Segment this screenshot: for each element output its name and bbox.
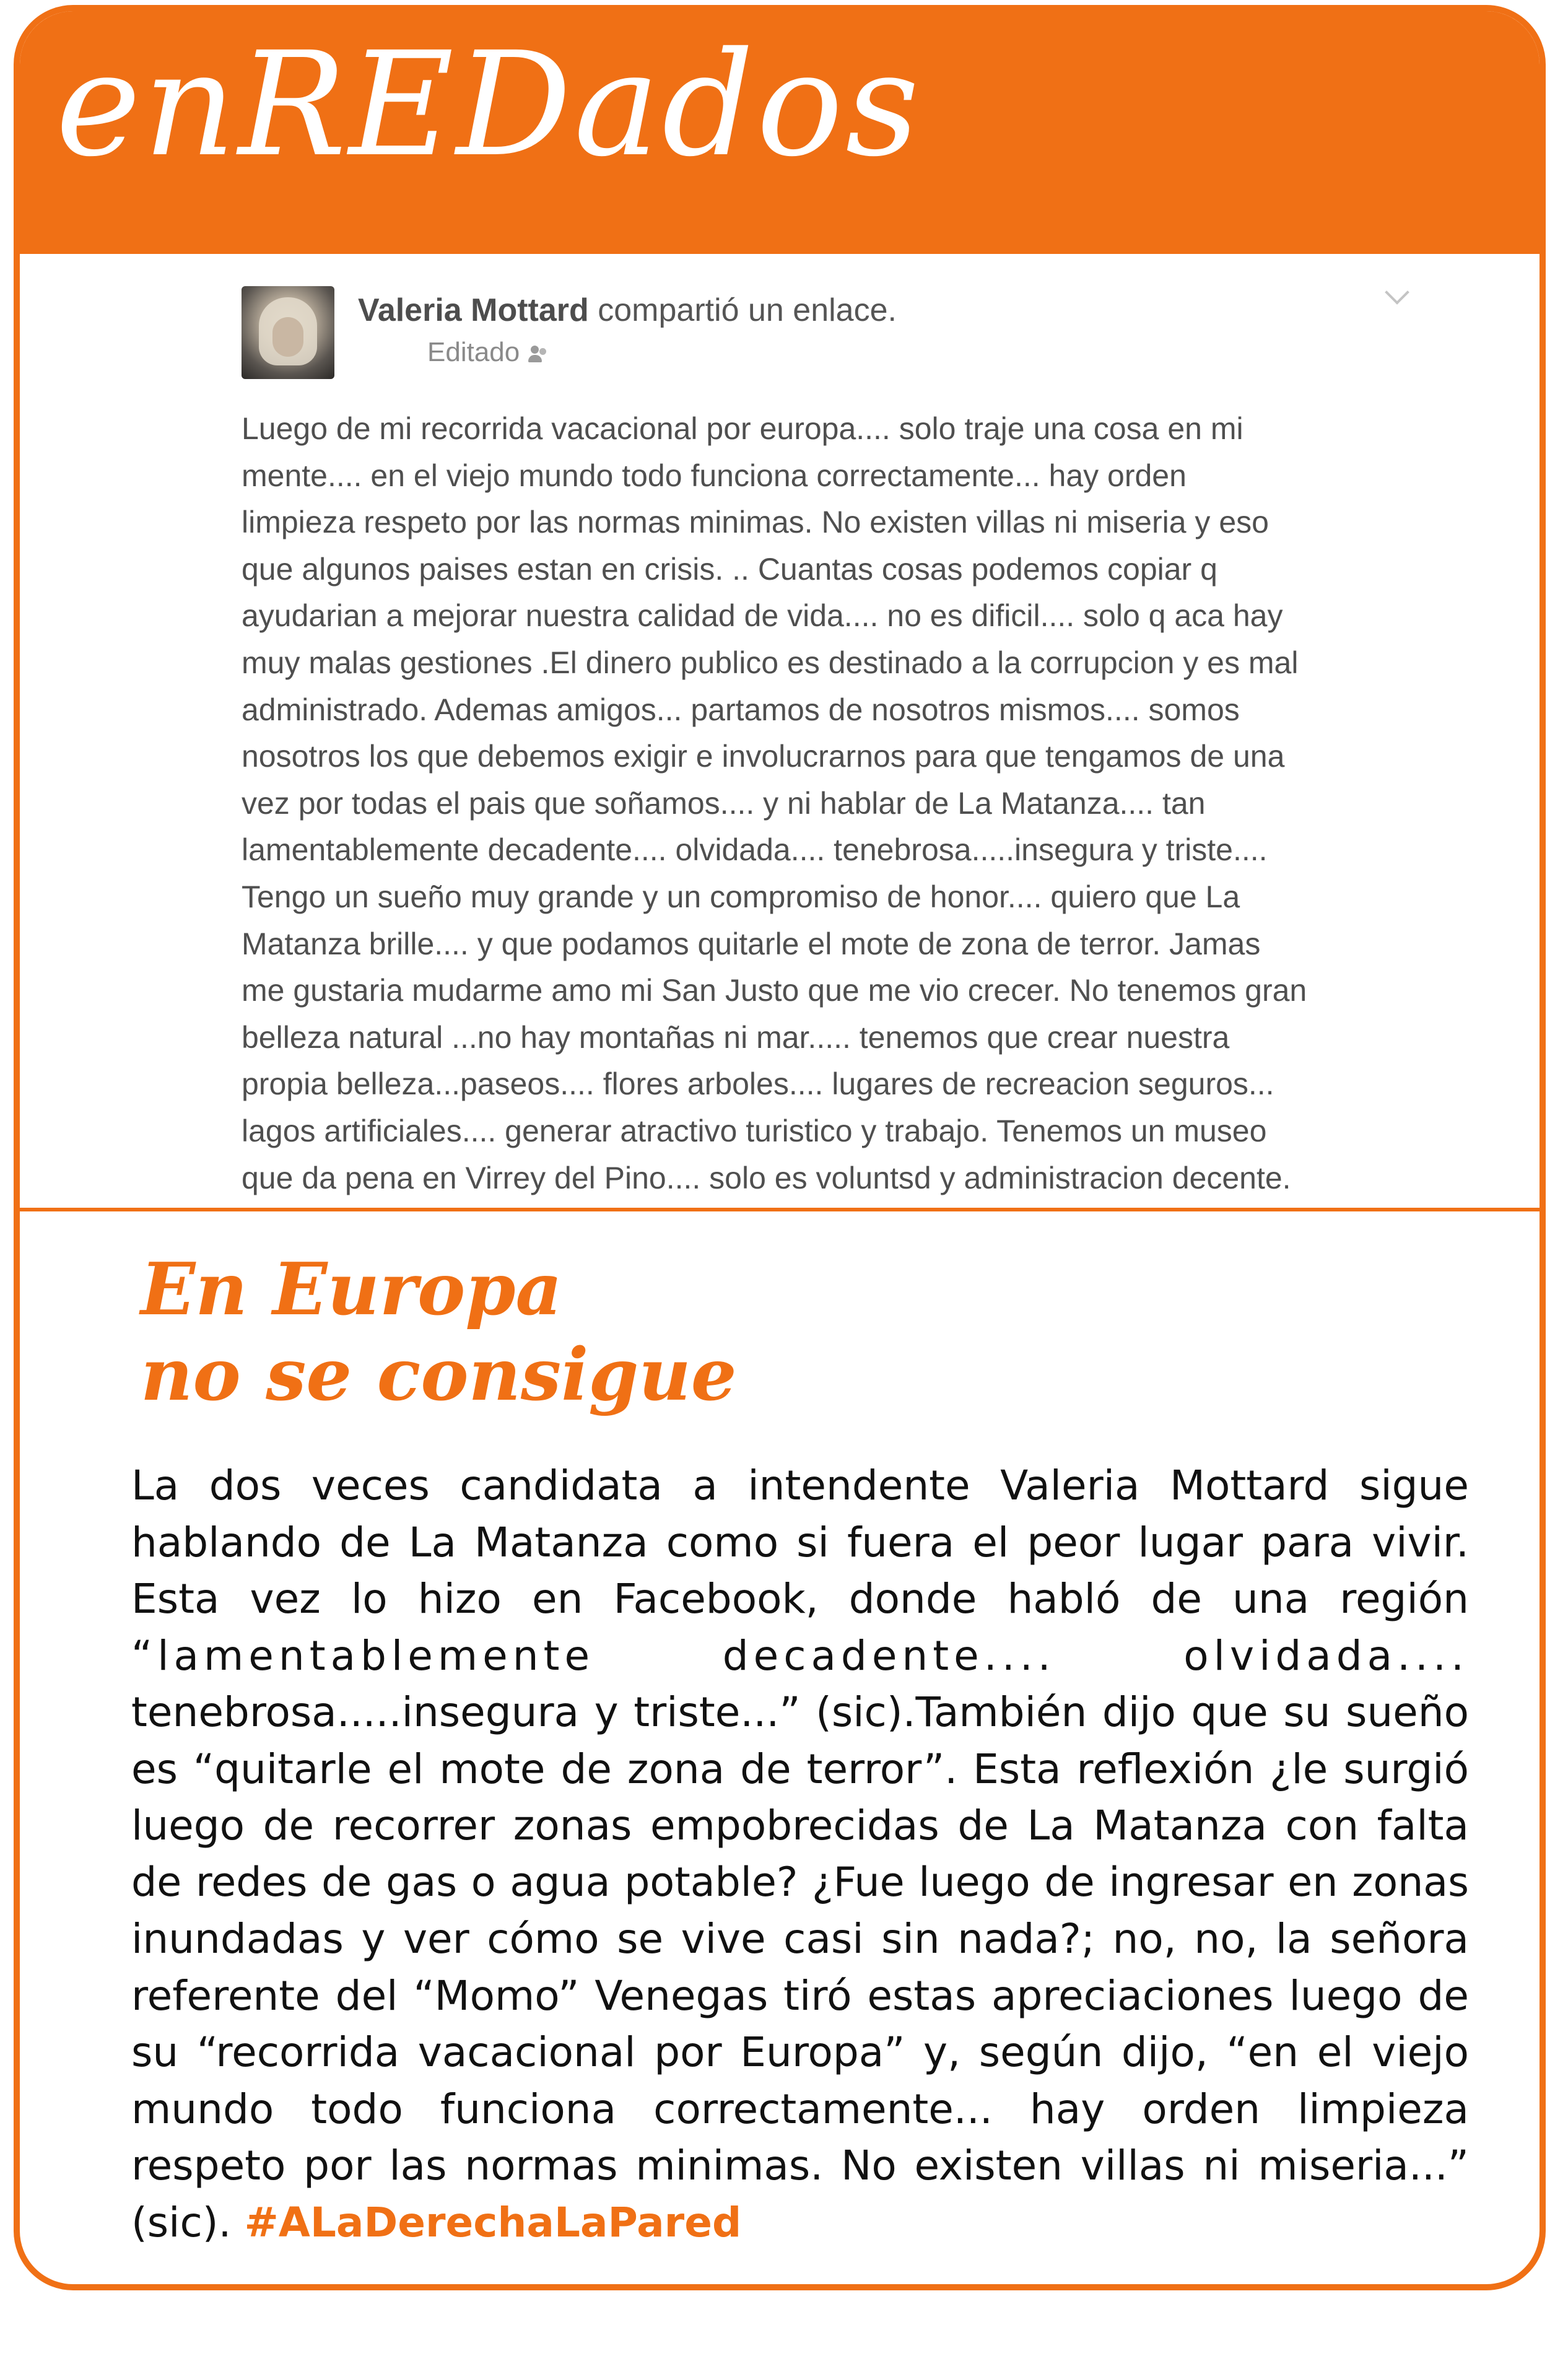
- post-line: limpieza respeto por las normas minimas. No existen villas ni miseria y eso: [242, 505, 1269, 540]
- article-line: La dos veces candidata a intendente Valeria Mottard sigue: [131, 1462, 1469, 1509]
- section-divider: [20, 1208, 1540, 1211]
- post-line: lamentablemente decadente.... olvidada.... tenebrosa.....insegura y triste....: [242, 832, 1268, 868]
- article-line: mundo todo funciona correctamente... hay orden limpieza: [131, 2085, 1469, 2133]
- chevron-down-icon: [1385, 280, 1409, 305]
- post-edited-label: Editado: [427, 337, 520, 367]
- article-line: referente del “Momo” Venegas tiró estas apreciaciones luego de: [131, 1971, 1469, 2020]
- post-line: mente.... en el viejo mundo todo funciona correctamente... hay orden: [242, 458, 1187, 493]
- audience-friends-icon: [528, 344, 549, 363]
- post-line: Tengo un sueño muy grande y un compromiso de honor.... quiero que La: [242, 879, 1240, 914]
- post-author-name: Valeria Mottard: [358, 292, 589, 328]
- article-line: tenebrosa.....insegura y triste...” (sic).También dijo que su sueño: [131, 1688, 1469, 1736]
- avatar: [242, 286, 334, 379]
- headline-line: En Europa: [141, 1247, 562, 1332]
- article-line: su “recorrida vacacional por Europa” y, según dijo, “en el viejo: [131, 2028, 1469, 2076]
- article-line: “lamentablemente decadente.... olvidada....: [131, 1631, 1469, 1680]
- post-edited-line: [427, 334, 549, 370]
- article-body: [131, 1457, 1469, 2251]
- post-line: lagos artificiales.... generar atractivo turistico y trabajo. Tenemos un museo: [242, 1113, 1267, 1148]
- headline-line: no se consigue: [141, 1333, 737, 1417]
- post-author-line: [358, 290, 897, 331]
- article-headline: [141, 1247, 737, 1418]
- post-line: vez por todas el pais que soñamos.... y ni hablar de La Matanza.... tan: [242, 785, 1206, 821]
- article-line: hablando de La Matanza como si fuera el peor lugar para vivir.: [131, 1518, 1469, 1566]
- section-title: enREDados: [56, 21, 922, 188]
- article-line: de redes de gas o agua potable? ¿Fue luego de ingresar en zonas: [131, 1859, 1469, 1906]
- post-line: Luego de mi recorrida vacacional por europa.... solo traje una cosa en mi: [242, 411, 1244, 446]
- post-header: [242, 273, 1443, 378]
- article-line: respeto por las normas minimas. No existen villas ni miseria...”: [131, 2142, 1469, 2189]
- post-line: Matanza brille.... y que podamos quitarle el mote de zona de terror. Jamas: [242, 926, 1261, 961]
- post-line: administrado. Ademas amigos... partamos de nosotros mismos.... somos: [242, 692, 1240, 727]
- post-action-text: compartió un enlace.: [588, 292, 897, 328]
- section-header: [20, 11, 1540, 254]
- post-body: [242, 406, 1418, 1202]
- post-line: que da pena en Virrey del Pino.... solo es voluntsd y administracion decente.: [242, 1160, 1291, 1195]
- post-line: belleza natural ...no hay montañas ni mar..... tenemos que crear nuestra: [242, 1019, 1230, 1055]
- hashtag-link[interactable]: #ALaDerechaLaPared: [244, 2198, 742, 2246]
- post-line: me gustaria mudarme amo mi San Justo que me vio crecer. No tenemos gran: [242, 973, 1307, 1008]
- article-line: es “quitarle el mote de zona de terror”. Esta reflexión ¿le surgió: [131, 1745, 1469, 1793]
- post-line: nosotros los que debemos exigir e involucrarnos para que tengamos de una: [242, 739, 1285, 774]
- article-sic-text: (sic).: [131, 2198, 245, 2246]
- article-line: Esta vez lo hizo en Facebook, donde habló de una región: [131, 1575, 1469, 1623]
- article-last-line: [131, 2194, 1469, 2251]
- post-line: ayudarian a mejorar nuestra calidad de vida.... no es dificil.... solo q aca hay: [242, 598, 1283, 634]
- article-line: inundadas y ver cómo se vive casi sin nada?; no, no, la señora: [131, 1915, 1469, 1963]
- post-line: que algunos paises estan en crisis. .. Cuantas cosas podemos copiar q: [242, 551, 1217, 587]
- article-line: luego de recorrer zonas empobrecidas de La Matanza con falta: [131, 1802, 1469, 1849]
- facebook-post-screenshot: [223, 254, 1457, 1208]
- post-line: propia belleza...paseos.... flores arboles.... lugares de recreacion seguros...: [242, 1067, 1274, 1102]
- post-line: muy malas gestiones .El dinero publico es destinado a la corrupcion y es mal: [242, 645, 1299, 680]
- article-card: [14, 5, 1546, 2290]
